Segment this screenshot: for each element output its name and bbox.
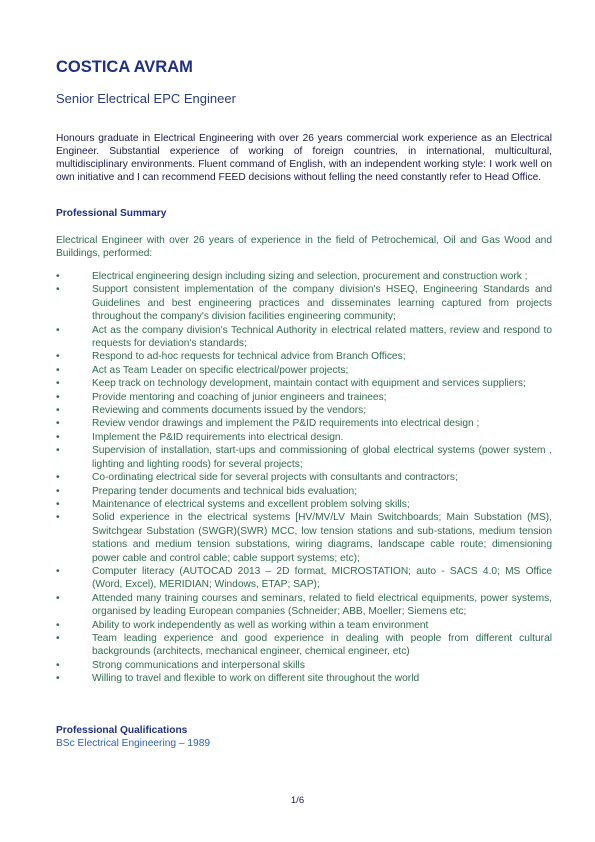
list-item (56, 270, 552, 283)
list-item (56, 565, 552, 592)
list-item (56, 592, 552, 619)
intro-paragraph: Honours graduate in Electrical Engineering with over 26 years commercial work experience as an Electrical Engineer. Substantial experience of working of foreign countries, in international, multicultural, multidisciplinary environments. Fluent command of English, with an independent working style: I work well on own initiative and I can recommend FEED decisions without felling the need constantly refer to Head Office. (56, 133, 552, 183)
list-item-text: Preparing tender documents and technical bids evaluation; (92, 485, 358, 497)
bullet-icon: • (56, 378, 60, 390)
list-item-text: Ability to work independently as well as working within a team environment (92, 619, 429, 631)
list-item-text: Provide mentoring and coaching of junior engineers and trainees; (92, 391, 387, 403)
list-item (56, 391, 552, 404)
list-item-text: Willing to travel and flexible to work on different site throughout the world (92, 673, 420, 685)
bullet-icon: • (56, 485, 60, 497)
list-item-text: Electrical engineering design including sizing and selection, procurement and construction work ; (92, 271, 528, 282)
list-item (56, 471, 552, 484)
list-item (56, 485, 552, 498)
list-item (56, 350, 552, 363)
bullet-icon: • (56, 271, 60, 282)
summary-bullet-list (56, 270, 552, 686)
list-item (56, 417, 552, 430)
bullet-icon: • (56, 632, 60, 644)
list-item-text: Team leading experience and good experience in dealing with people from different cultural backgrounds (architects, mechanical engineer, chemical engineer, etc) (92, 632, 552, 658)
bullet-icon: • (56, 565, 60, 577)
bullet-icon: • (56, 324, 60, 336)
page-number: 1/6 (290, 795, 305, 806)
list-item-text: Supervision of installation, start-ups and commissioning of global electrical systems (power system , lighting and lighting roods) for several projects; (92, 445, 552, 470)
list-item (56, 431, 552, 444)
list-item-text: Keep track on technology development, maintain contact with equipment and services suppliers; (92, 378, 526, 390)
list-item-text: Reviewing and comments documents issued by the vendors; (92, 405, 367, 417)
list-item-text: Respond to ad-hoc requests for technical advice from Branch Offices; (92, 351, 406, 363)
list-item (56, 498, 552, 511)
list-item-text: Act as Team Leader on specific electrical/power projects; (92, 364, 349, 376)
list-item (56, 364, 552, 377)
list-item-text: Implement the P&ID requirements into electrical design. (92, 431, 344, 443)
bullet-icon: • (56, 418, 60, 430)
bullet-icon: • (56, 659, 60, 671)
list-item-text: Maintenance of electrical systems and excellent problem solving skills; (92, 498, 410, 510)
list-item-text: Attended many training courses and seminars, related to field electrical equipments, power systems, organised by leading European companies (Schneider; ABB, Moeller; Siemens etc; (92, 592, 552, 618)
bullet-icon: • (56, 351, 60, 363)
list-item-text: Act as the company division's Technical Authority in electrical related matters, review and respond to requests for deviation's standards; (92, 324, 552, 350)
bullet-icon: • (56, 391, 60, 403)
professional-summary-heading: Professional Summary (56, 208, 167, 219)
list-item-text: Computer literacy (AUTOCAD 2013 – 2D format, MICROSTATION; auto - SACS 4.0; MS Office (Word, Excel), MERIDIAN; Windows, ETAP; SAP); (92, 565, 552, 591)
bullet-icon: • (56, 512, 60, 524)
candidate-name: COSTICA AVRAM (56, 58, 193, 76)
bullet-icon: • (56, 498, 60, 510)
list-item (56, 659, 552, 672)
job-title: Senior Electrical EPC Engineer (56, 91, 236, 106)
summary-intro-paragraph: Electrical Engineer with over 26 years of experience in the field of Petrochemical, Oil and Gas Wood and Buildings, performed: (56, 235, 552, 259)
list-item (56, 619, 552, 632)
bullet-icon: • (56, 445, 60, 457)
qualification-degree: BSc Electrical Engineering – 1989 (56, 738, 211, 749)
bullet-icon: • (56, 284, 60, 296)
list-item-text: Co-ordinating electrical side for several projects with consultants and contractors; (92, 472, 458, 484)
list-item (56, 404, 552, 417)
list-item (56, 283, 552, 323)
list-item-text: Solid experience in the electrical systems [HV/MV/LV Main Switchboards; Main Substation (MS), Switchgear Substation (SWGR)(SWR) MCC, low tension stations and sub-stations, medium tension stations and medium tension substations, wiring diagrams, landscape cable route; dimensioning power cable and control cable; cable support systems; etc); (92, 512, 552, 564)
list-item (56, 632, 552, 659)
list-item (56, 672, 552, 685)
bullet-icon: • (56, 673, 60, 685)
list-item (56, 324, 552, 351)
bullet-icon: • (56, 431, 60, 443)
list-item-text: Review vendor drawings and implement the P&ID requirements into electrical design ; (92, 418, 480, 430)
list-item (56, 444, 552, 471)
list-item-text: Strong communications and interpersonal skills (92, 659, 305, 671)
list-item (56, 511, 552, 565)
professional-qualifications-heading: Professional Qualifications (56, 725, 188, 736)
bullet-icon: • (56, 592, 60, 604)
bullet-icon: • (56, 619, 60, 631)
bullet-icon: • (56, 472, 60, 484)
list-item (56, 377, 552, 390)
bullet-icon: • (56, 405, 60, 417)
bullet-icon: • (56, 364, 60, 376)
list-item-text: Support consistent implementation of the company division's HSEQ, Engineering Standards and Guidelines and best engineering practices and disseminates learning captured from projects throughout the company's division facilities engineering community; (92, 284, 552, 323)
